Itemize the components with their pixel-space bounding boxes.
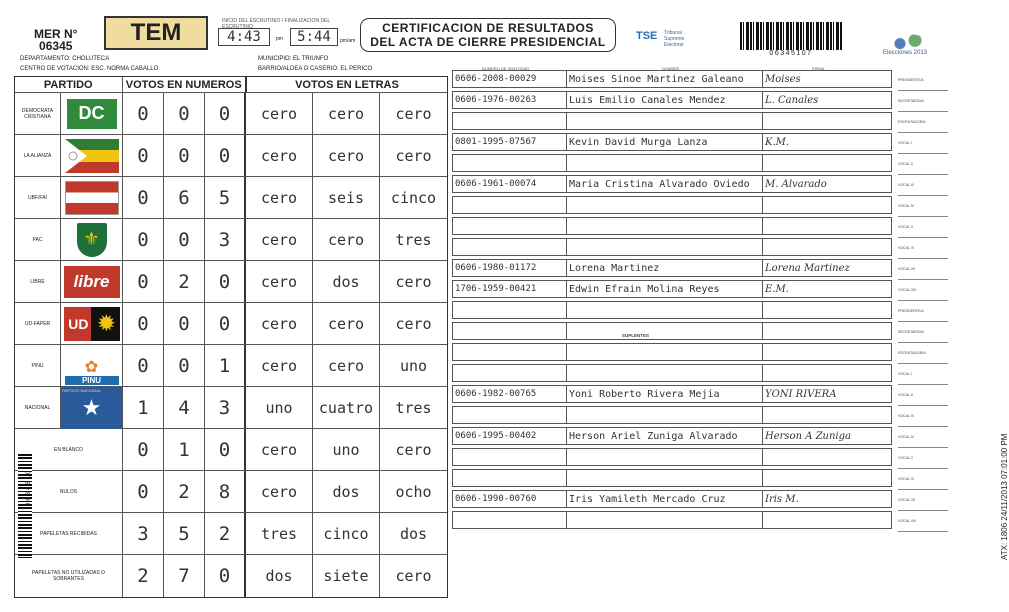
tse-text: TSE <box>636 30 658 42</box>
member-id <box>453 239 567 255</box>
vote-word: dos <box>313 471 380 512</box>
col-name-caption: NOMBRE <box>662 66 680 71</box>
member-row <box>452 259 892 277</box>
ubf-flag-icon <box>65 181 119 215</box>
member-signature: Lorena Martinez <box>765 262 850 274</box>
vote-word: cero <box>313 135 380 176</box>
member-id: 0606-1961-00074 <box>453 176 567 192</box>
tem-badge: TEM <box>104 16 208 50</box>
party-row <box>15 303 447 345</box>
time-end-label: pm/am <box>340 38 356 44</box>
member-row <box>452 112 892 130</box>
member-row <box>452 364 892 382</box>
member-id <box>453 113 567 129</box>
elecciones-text: Elecciones 2013 <box>882 50 928 56</box>
time-separator: pm <box>276 36 283 42</box>
member-name <box>567 512 763 528</box>
suplentes-label: SUPLENTES <box>622 333 650 338</box>
vote-digit: 0 <box>123 261 164 302</box>
libre-logo-icon: libre <box>64 266 120 298</box>
title-line-2: DEL ACTA DE CIERRE PRESIDENCIAL <box>370 35 606 49</box>
nacional-star-icon <box>61 387 122 429</box>
roles-column <box>898 70 948 532</box>
vote-word: tres <box>246 513 313 554</box>
vote-digit: 0 <box>123 471 164 512</box>
ud-text: UD <box>68 315 89 332</box>
vote-digit: 8 <box>205 471 246 512</box>
tse-logo <box>636 22 694 52</box>
role-label: PRESIDENTE/A <box>898 301 948 322</box>
vote-digit: 6 <box>164 177 205 218</box>
vote-word: uno <box>313 429 380 470</box>
party-row <box>15 135 447 177</box>
municipio: MUNICIPIO: EL TRIUNFO <box>258 56 329 62</box>
member-id <box>453 512 567 528</box>
role-label: VOCAL V <box>898 217 948 238</box>
member-name: Luis Emilio Canales Mendez <box>567 92 763 108</box>
member-signature: K.M. <box>765 136 790 148</box>
ud-sun-icon: ✹ <box>97 313 115 335</box>
vote-word: cero <box>395 567 432 585</box>
member-row <box>452 175 892 193</box>
barcode-left-number: 0634510 <box>26 468 32 506</box>
member-id: 0606-1990-00760 <box>453 491 567 507</box>
member-signature <box>763 512 891 528</box>
vote-word: cero <box>395 146 432 165</box>
vote-digit: 1 <box>205 345 246 386</box>
vote-digit: 0 <box>123 219 164 260</box>
member-signature <box>763 113 891 129</box>
pinu-logo-icon <box>65 347 119 385</box>
member-name <box>567 113 763 129</box>
role-label: VOCAL VII <box>898 490 948 511</box>
member-id <box>453 197 567 213</box>
vote-word: uno <box>399 356 428 375</box>
party-logo-cell <box>61 261 123 302</box>
member-rows <box>452 70 892 529</box>
role-label: ESCRUTADOR/A <box>898 112 948 133</box>
party-row <box>15 93 447 135</box>
member-name: Edwin Efrain Molina Reyes <box>567 281 763 297</box>
barcode-number: 06345107 <box>769 50 813 57</box>
vote-digit: 0 <box>164 345 205 386</box>
member-name <box>567 323 763 339</box>
member-row <box>452 511 892 529</box>
role-label: SECRETARIO/A <box>898 91 948 112</box>
member-id <box>453 302 567 318</box>
member-name: Iris Yamileth Mercado Cruz <box>567 491 763 507</box>
member-name <box>567 449 763 465</box>
member-row <box>452 154 892 172</box>
vote-digit: 3 <box>205 219 246 260</box>
vote-word: cuatro <box>313 387 380 428</box>
member-signature <box>763 449 891 465</box>
vote-word: cero <box>395 440 432 459</box>
vote-digit: 0 <box>123 177 164 218</box>
role-label: VOCAL VII <box>898 259 948 280</box>
member-row <box>452 406 892 424</box>
vote-digit: 0 <box>123 345 164 386</box>
party-logo-cell <box>61 93 123 134</box>
vote-digit: 0 <box>123 93 164 134</box>
member-name <box>567 407 763 423</box>
barcode-top <box>740 22 842 56</box>
role-label: VOCAL I <box>898 364 948 385</box>
special-row <box>15 513 447 555</box>
member-name: Herson Ariel Zuniga Alvarado <box>567 428 763 444</box>
time-caption: INICIO DEL ESCRUTINIO / FINALIZACION DEL ESCRUTINIO <box>222 18 330 30</box>
vote-word: cero <box>246 471 313 512</box>
barrio: BARRIO/ALDEA O CASERIO: EL PERICO <box>258 66 373 72</box>
col-sig-caption: FIRMA <box>812 66 825 71</box>
member-signature <box>763 407 891 423</box>
timestamp-stamp: ATX: 1806 24/11/2013 07:01:00 PM <box>1000 433 1009 560</box>
party-logo-cell <box>61 387 123 428</box>
vote-digit: 0 <box>164 303 205 344</box>
vote-digit: 5 <box>205 177 246 218</box>
member-signature <box>763 470 891 486</box>
member-row <box>452 238 892 256</box>
departamento: DEPARTAMENTO: CHOLUTECA <box>20 56 110 62</box>
member-name <box>567 155 763 171</box>
party-logo-cell <box>61 135 123 176</box>
vote-word: tres <box>395 230 432 249</box>
ud-logo-icon <box>64 307 120 341</box>
vote-word: siete <box>313 555 380 597</box>
member-signature: Moises <box>765 73 801 85</box>
vote-digit: 5 <box>164 513 205 554</box>
vote-digit: 0 <box>205 555 246 597</box>
member-row <box>452 322 892 340</box>
vote-digit: 4 <box>164 387 205 428</box>
role-label: VOCAL IV <box>898 196 948 217</box>
member-row <box>452 343 892 361</box>
centro-votacion: CENTRO DE VOTACION: ESC. NORMA CABALLO <box>20 66 159 72</box>
party-logo-cell <box>61 177 123 218</box>
member-signature: Herson A Zuniga <box>765 430 851 442</box>
mer-number: 06345 <box>39 39 73 53</box>
member-id <box>453 344 567 360</box>
member-id <box>453 365 567 381</box>
time-end: 5:44 <box>290 28 338 46</box>
member-id <box>453 449 567 465</box>
member-row <box>452 196 892 214</box>
member-name: Yoni Roberto Rivera Mejia <box>567 386 763 402</box>
vote-word: dos <box>313 261 380 302</box>
vote-word: uno <box>246 387 313 428</box>
role-label: VOCAL II <box>898 154 948 175</box>
vote-digit: 0 <box>164 219 205 260</box>
pinu-text: PINU <box>65 376 119 385</box>
member-name <box>567 344 763 360</box>
member-id <box>453 218 567 234</box>
member-signature <box>763 197 891 213</box>
special-row <box>15 429 447 471</box>
vote-digit: 0 <box>205 93 246 134</box>
vote-word: cero <box>313 93 380 134</box>
member-name: Maria Cristina Alvarado Oviedo <box>567 176 763 192</box>
vote-digit: 0 <box>205 261 246 302</box>
vote-word: tres <box>395 398 432 417</box>
vote-word: cero <box>313 219 380 260</box>
special-row <box>15 555 447 597</box>
member-name <box>567 218 763 234</box>
vote-digit: 2 <box>205 513 246 554</box>
member-row <box>452 301 892 319</box>
vote-word: cinco <box>390 188 437 207</box>
party-name: PAC <box>15 219 61 260</box>
member-id <box>453 323 567 339</box>
member-row <box>452 91 892 109</box>
header-votos-numeros: VOTOS EN NUMEROS <box>123 77 247 92</box>
vote-digit: 0 <box>205 303 246 344</box>
member-signature <box>763 155 891 171</box>
party-row <box>15 219 447 261</box>
title-line-1: CERTIFICACION DE RESULTADOS <box>382 21 594 35</box>
role-label: VOCAL VI <box>898 238 948 259</box>
role-label: VOCAL V <box>898 448 948 469</box>
role-label: ESCRUTADOR/A <box>898 343 948 364</box>
party-logo-cell <box>61 219 123 260</box>
member-signature: YONI RIVERA <box>765 388 837 400</box>
vote-digit: 7 <box>164 555 205 597</box>
role-label: VOCAL VIII <box>898 280 948 301</box>
mer-label: MER N° <box>34 27 78 41</box>
role-label: SECRETARIO/A <box>898 322 948 343</box>
member-signature <box>763 302 891 318</box>
vote-digit: 0 <box>205 429 246 470</box>
member-row <box>452 448 892 466</box>
elecciones-logo <box>880 34 930 56</box>
member-id: 1706-1959-00421 <box>453 281 567 297</box>
role-label: VOCAL I <box>898 133 948 154</box>
role-label: PRESIDENTE/A <box>898 70 948 91</box>
header-votos-letras: VOTOS EN LETRAS <box>295 78 399 91</box>
vote-digit: 0 <box>164 93 205 134</box>
header-partido: PARTIDO <box>15 77 123 92</box>
party-logo-cell <box>61 345 123 386</box>
vote-word: cero <box>246 135 313 176</box>
barcode-bars <box>740 22 842 50</box>
vote-digit: 0 <box>205 135 246 176</box>
party-name: NACIONAL <box>15 387 61 428</box>
member-row <box>452 490 892 508</box>
time-block <box>218 18 358 46</box>
member-id: 0606-1995-00402 <box>453 428 567 444</box>
member-row <box>452 280 892 298</box>
vote-word: dos <box>246 555 313 597</box>
special-name: EN BLANCO <box>15 429 123 470</box>
role-label: VOCAL III <box>898 406 948 427</box>
member-name: Kevin David Murga Lanza <box>567 134 763 150</box>
vote-word: ocho <box>395 482 432 501</box>
vote-digit: 3 <box>205 387 246 428</box>
party-name: UBF/FAI <box>15 177 61 218</box>
vote-digit: 3 <box>123 513 164 554</box>
member-id <box>453 407 567 423</box>
vote-digit: 2 <box>164 471 205 512</box>
special-name: PAPELETAS RECIBIDAS <box>15 513 123 554</box>
role-label: VOCAL VI <box>898 469 948 490</box>
vote-word: cero <box>246 303 313 344</box>
role-label: VOCAL II <box>898 385 948 406</box>
vote-word: cero <box>395 104 432 123</box>
member-name: Lorena Martinez <box>567 260 763 276</box>
mer-number-block <box>34 28 77 52</box>
vote-word: cero <box>246 219 313 260</box>
party-row <box>15 387 447 429</box>
vote-word: seis <box>313 177 380 218</box>
party-logo-cell <box>61 303 123 344</box>
role-label: VOCAL VIII <box>898 511 948 532</box>
member-signature: M. Alvarado <box>765 178 827 190</box>
member-row <box>452 427 892 445</box>
special-name: NULOS <box>15 471 123 512</box>
role-label: VOCAL IV <box>898 427 948 448</box>
member-name <box>567 239 763 255</box>
party-name: DEMOCRATA CRISTIANA <box>15 93 61 134</box>
vote-word: cero <box>313 345 380 386</box>
members-panel <box>452 66 892 532</box>
member-signature <box>763 344 891 360</box>
pinu-flower-icon: ✿ <box>84 358 99 376</box>
role-label: VOCAL III <box>898 175 948 196</box>
vote-word: cinco <box>313 513 380 554</box>
member-id <box>453 470 567 486</box>
member-name <box>567 365 763 381</box>
party-row <box>15 345 447 387</box>
vote-word: cero <box>313 303 380 344</box>
member-row <box>452 385 892 403</box>
party-name: UD-FAPER <box>15 303 61 344</box>
vote-word: cero <box>246 261 313 302</box>
vote-word: cero <box>246 177 313 218</box>
member-signature: Iris M. <box>765 493 799 505</box>
member-name: Moises Sinoe Martinez Galeano <box>567 71 763 87</box>
member-signature: L. Canales <box>765 94 819 106</box>
vote-digit: 2 <box>123 555 164 597</box>
member-id: 0606-2008-00029 <box>453 71 567 87</box>
vote-word: cero <box>395 314 432 333</box>
vote-word: dos <box>399 524 428 543</box>
party-name: LA ALIANZA <box>15 135 61 176</box>
member-row <box>452 469 892 487</box>
member-id: 0606-1982-00765 <box>453 386 567 402</box>
member-name <box>567 302 763 318</box>
vote-digit: 0 <box>123 429 164 470</box>
vote-digit: 2 <box>164 261 205 302</box>
dc-logo-icon: DC <box>67 99 117 129</box>
vote-digit: 1 <box>123 387 164 428</box>
member-id: 0801-1995-07567 <box>453 134 567 150</box>
member-row <box>452 217 892 235</box>
vote-digit: 0 <box>123 303 164 344</box>
vote-word: cero <box>246 345 313 386</box>
tse-subtitle: Tribunal Supremo Electoral <box>664 30 685 48</box>
member-signature <box>763 239 891 255</box>
votes-table-header <box>15 77 447 93</box>
votes-table <box>14 76 448 598</box>
party-name: LIBRE <box>15 261 61 302</box>
vote-word: cero <box>246 93 313 134</box>
time-start: 4:43 <box>218 28 270 46</box>
vote-digit: 0 <box>164 135 205 176</box>
member-id <box>453 155 567 171</box>
vote-digit: 1 <box>164 429 205 470</box>
vote-word: cero <box>246 429 313 470</box>
member-signature: E.M. <box>765 283 789 295</box>
member-signature <box>763 323 891 339</box>
pac-shield-icon: ⚜ <box>77 223 107 257</box>
member-name <box>567 197 763 213</box>
member-id: 0606-1976-00263 <box>453 92 567 108</box>
special-name: PAPELETAS NO UTILIZADAS O SOBRANTES <box>15 555 123 597</box>
party-name: PINU <box>15 345 61 386</box>
member-name <box>567 470 763 486</box>
elecciones-emblem-icon <box>880 34 930 50</box>
member-signature <box>763 365 891 381</box>
special-row <box>15 468 447 513</box>
member-signature <box>763 218 891 234</box>
star-icon: ★ <box>81 394 102 420</box>
member-row <box>452 133 892 151</box>
party-row <box>15 177 447 219</box>
member-id: 0606-1980-01172 <box>453 260 567 276</box>
certification-title <box>360 18 616 52</box>
vote-word: cero <box>395 272 432 291</box>
member-row <box>452 70 892 88</box>
alianza-flag-icon <box>65 139 119 173</box>
nacional-caption: PARTIDO NACIONAL <box>62 387 101 393</box>
vote-digit: 0 <box>123 135 164 176</box>
col-id-caption: NUMERO DE IDENTIDAD <box>482 66 530 71</box>
party-row <box>15 261 447 303</box>
